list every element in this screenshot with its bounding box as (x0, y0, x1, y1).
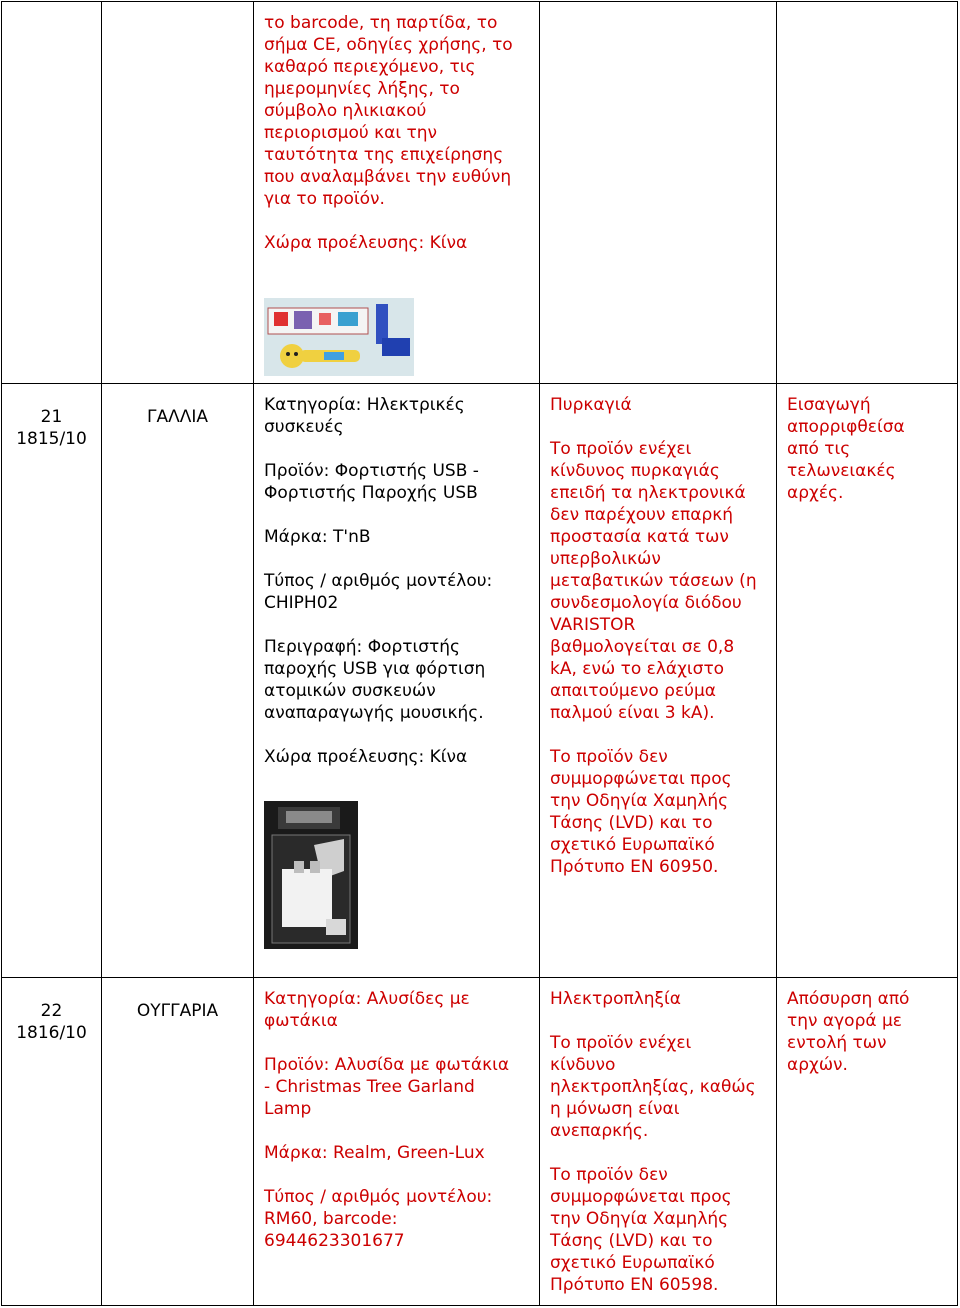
risk-cell (540, 2, 777, 384)
description-text: αναπαραγωγής μουσικής. (264, 703, 484, 723)
measure-text: Απόσυρση από (787, 989, 910, 1009)
risk-text: κίνδυνο (550, 1055, 616, 1075)
compliance-text: την Οδηγία Χαμηλής (550, 1209, 729, 1229)
measure-text: αρχές. (787, 483, 844, 503)
measure-text: απορριφθείσα (787, 417, 905, 437)
compliance-text: συμμορφώνεται προς (550, 769, 732, 789)
category-text: Κατηγορία: Ηλεκτρικές (264, 395, 465, 415)
risk-text: υπερβολικών (550, 549, 661, 569)
measure-text: Εισαγωγή (787, 395, 871, 415)
country-name: ΓΑΛΛΙΑ (146, 407, 208, 427)
risk-text: ανεπαρκής. (550, 1121, 649, 1141)
product-line: σήμα CE, οδηγίες χρήσης, το (264, 35, 513, 55)
brand-text: Μάρκα: Realm, Green-Lux (264, 1143, 485, 1163)
product-cell (254, 384, 540, 978)
category-text: Κατηγορία: Αλυσίδες με (264, 989, 470, 1009)
compliance-text: Πρότυπο EN 60598. (550, 1275, 719, 1295)
category-text: φωτάκια (264, 1011, 338, 1031)
country-name: ΟΥΓΓΑΡΙΑ (136, 1001, 219, 1021)
product-cell (254, 2, 540, 384)
measure-text: εντολή των (787, 1033, 887, 1053)
model-text: CHIPH02 (264, 593, 339, 613)
compliance-text: συμμορφώνεται προς (550, 1187, 732, 1207)
product-line: καθαρό περιεχόμενο, τις (264, 57, 476, 77)
product-line: ταυτότητα της επιχείρησης (264, 145, 504, 165)
risk-text: μεταβατικών τάσεων (η (550, 571, 757, 591)
product-name: Προϊόν: Φορτιστής USB - (264, 461, 479, 481)
row-ref: 1816/10 (16, 1023, 87, 1043)
measures-cell (777, 384, 958, 978)
product-name: Lamp (264, 1099, 312, 1119)
measures-cell (777, 2, 958, 384)
country-cell (102, 384, 254, 978)
measures-cell (777, 978, 958, 1306)
table-row (2, 2, 958, 384)
row-number: 21 (40, 407, 63, 427)
risk-text: προστασία κατά των (550, 527, 729, 547)
risk-text: ηλεκτροπληξίας, καθώς (550, 1077, 756, 1097)
origin-text: Χώρα προέλευσης: Κίνα (264, 233, 468, 253)
risk-text: VARISTOR (550, 615, 636, 635)
model-text: Τύπος / αριθμός μοντέλου: (264, 1187, 493, 1207)
origin-text: Χώρα προέλευσης: Κίνα (264, 747, 468, 767)
country-cell (102, 978, 254, 1306)
product-name: Προϊόν: Αλυσίδα με φωτάκια (264, 1055, 510, 1075)
compliance-text: Τάσης (LVD) και το (550, 1231, 713, 1251)
risk-cell (540, 384, 777, 978)
model-text: RM60, barcode: (264, 1209, 398, 1229)
compliance-text: σχετικό Ευρωπαϊκό (550, 1253, 715, 1273)
country-cell (102, 2, 254, 384)
compliance-text: την Οδηγία Χαμηλής (550, 791, 729, 811)
measure-text: την αγορά με (787, 1011, 902, 1031)
number-cell (2, 2, 102, 384)
table-row (2, 978, 958, 1306)
compliance-text: Τάσης (LVD) και το (550, 813, 713, 833)
description-text: ατομικών συσκευών (264, 681, 436, 701)
risk-cell (540, 978, 777, 1306)
brand-text: Μάρκα: T'nB (264, 527, 371, 547)
product-name: Φορτιστής Παροχής USB (264, 483, 478, 503)
product-line: που αναλαμβάνει την ευθύνη (264, 167, 512, 187)
product-line: περιορισμού και την (264, 123, 438, 143)
risk-title: Πυρκαγιά (550, 395, 632, 415)
compliance-text: Πρότυπο EN 60950. (550, 857, 719, 877)
product-line: ημερομηνίες λήξης, το (264, 79, 460, 99)
risk-text: κίνδυνος πυρκαγιάς (550, 461, 720, 481)
product-line: σύμβολο ηλικιακού (264, 101, 427, 121)
description-text: Περιγραφή: Φορτιστής (264, 637, 461, 657)
risk-text: η μόνωση είναι (550, 1099, 680, 1119)
product-line: για το προϊόν. (264, 189, 385, 209)
risk-text: Το προϊόν ενέχει (550, 1033, 692, 1053)
table-row (2, 384, 958, 978)
risk-text: παλμού είναι 3 kA). (550, 703, 715, 723)
rapex-table (1, 1, 958, 1306)
risk-text: επειδή τα ηλεκτρονικά (550, 483, 746, 503)
category-text: συσκευές (264, 417, 344, 437)
model-text: 6944623301677 (264, 1231, 405, 1251)
risk-title: Ηλεκτροπληξία (550, 989, 681, 1009)
number-cell (2, 384, 102, 978)
row-number: 22 (40, 1001, 63, 1021)
measure-text: τελωνειακές (787, 461, 896, 481)
row-ref: 1815/10 (16, 429, 87, 449)
risk-text: Το προϊόν ενέχει (550, 439, 692, 459)
compliance-text: Το προϊόν δεν (550, 1165, 668, 1185)
risk-text: συνδεσμολογία διόδου (550, 593, 742, 613)
measure-text: από τις (787, 439, 851, 459)
product-name: - Christmas Tree Garland (264, 1077, 475, 1097)
risk-text: απαιτούμενο ρεύμα (550, 681, 717, 701)
risk-text: kA, ενώ το ελάχιστο (550, 659, 725, 679)
model-text: Τύπος / αριθμός μοντέλου: (264, 571, 493, 591)
risk-text: δεν παρέχουν επαρκή (550, 505, 734, 525)
compliance-text: σχετικό Ευρωπαϊκό (550, 835, 715, 855)
product-cell (254, 978, 540, 1306)
usb-charger-photo (264, 801, 358, 949)
risk-text: βαθμολογείται σε 0,8 (550, 637, 735, 657)
measure-text: αρχών. (787, 1055, 848, 1075)
product-line: το barcode, τη παρτίδα, το (264, 13, 498, 33)
number-cell (2, 978, 102, 1306)
toy-product-photo (264, 298, 414, 376)
description-text: παροχής USB για φόρτιση (264, 659, 486, 679)
compliance-text: Το προϊόν δεν (550, 747, 668, 767)
